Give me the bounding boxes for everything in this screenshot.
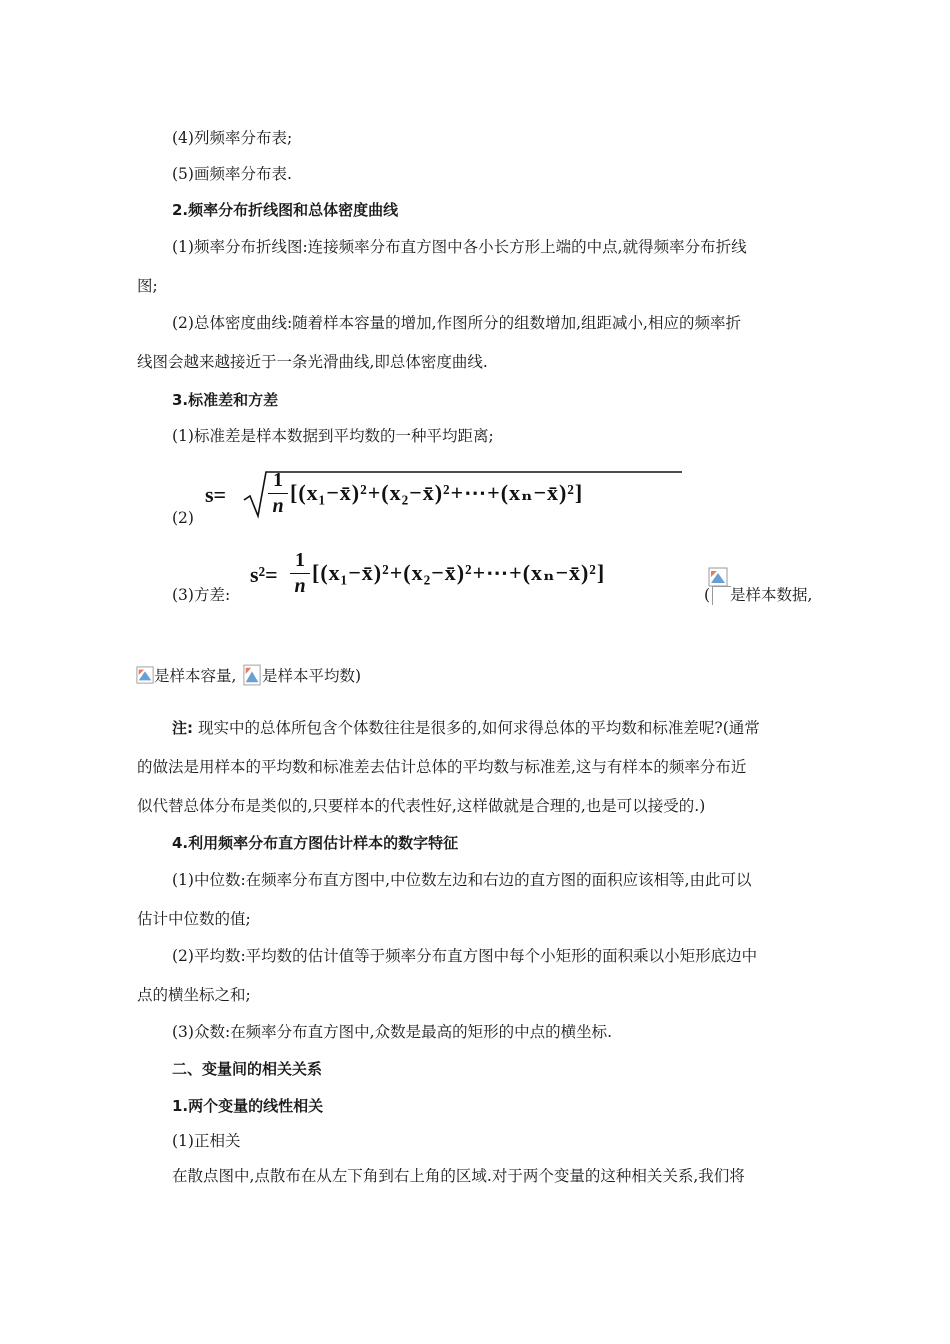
var-desc-3: 是样本平均数) <box>262 667 362 685</box>
paragraph-2a: (2)总体密度曲线:随着样本容量的增加,作图所分的组数增加,组距减小,相应的频率折 <box>172 314 741 332</box>
heading-2: 2.频率分布折线图和总体密度曲线 <box>172 201 399 219</box>
paren-open: ( <box>704 586 711 604</box>
mean-line-1: (2)平均数:平均数的估计值等于频率分布直方图中每个小矩形的面积乘以小矩形底边中 <box>172 947 758 965</box>
var-desc-1: 是样本数据, <box>730 586 813 604</box>
var-numerator: 1 <box>295 549 305 571</box>
formula-2-label: (2) <box>172 509 194 527</box>
positive-correlation: (1)正相关 <box>172 1132 241 1150</box>
paragraph-2b: 线图会越来越接近于一条光滑曲线,即总体密度曲线. <box>137 353 488 371</box>
heading-linear-correlation: 1.两个变量的线性相关 <box>172 1097 324 1115</box>
mean-line-2: 点的横坐标之和; <box>137 986 251 1004</box>
broken-image-icon <box>136 666 154 684</box>
heading-4: 4.利用频率分布直方图估计样本的数字特征 <box>172 834 459 852</box>
median-line-2: 估计中位数的值; <box>137 910 251 928</box>
paragraph-1b: 图; <box>137 277 158 295</box>
var-desc-2: 是样本容量, <box>154 667 237 685</box>
scatter-desc: 在散点图中,点散布在从左下角到右上角的区域.对于两个变量的这种相关关系,我们将 <box>172 1167 745 1185</box>
step-4: (4)列频率分布表; <box>172 129 293 147</box>
heading-3: 3.标准差和方差 <box>172 391 279 409</box>
sd-body: [(x₁−x̄)²+(x₂−x̄)²+⋯+(xₙ−x̄)²] <box>290 480 584 505</box>
formula-3-label: (3)方差: <box>172 586 231 604</box>
mode-line: (3)众数:在频率分布直方图中,众数是最高的矩形的中点的横坐标. <box>172 1023 613 1041</box>
broken-image-icon <box>708 567 728 587</box>
paragraph-3: (1)标准差是样本数据到平均数的一种平均距离; <box>172 427 494 445</box>
sd-numerator: 1 <box>273 469 283 491</box>
var-body: [(x₁−x̄)²+(x₂−x̄)²+⋯+(xₙ−x̄)²] <box>312 560 606 585</box>
heading-section-2: 二、变量间的相关关系 <box>172 1060 323 1078</box>
sd-denominator: n <box>272 495 284 517</box>
var-denominator: n <box>294 575 306 597</box>
broken-image-icon <box>243 664 261 686</box>
var-fraction-bar <box>290 573 310 574</box>
var-lhs: s²= <box>250 562 278 587</box>
sd-fraction-bar <box>268 493 288 494</box>
sd-lhs: s= <box>205 482 227 507</box>
note-line-2: 的做法是用样本的平均数和标准差去估计总体的平均数与标准差,这与有样本的频率分布近 <box>137 758 747 776</box>
paragraph-1a: (1)频率分布折线图:连接频率分布直方图中各小长方形上端的中点,就得频率分布折线 <box>172 238 747 256</box>
note-line-3: 似代替总体分布是类似的,只要样本的代表性好,这样做就是合理的,也是可以接受的.) <box>137 797 706 815</box>
median-line-1: (1)中位数:在频率分布直方图中,中位数左边和右边的直方图的面积应该相等,由此可以 <box>172 871 752 889</box>
step-5: (5)画频率分布表. <box>172 165 292 183</box>
image-frame <box>712 586 731 605</box>
note-label: 注: <box>172 719 193 737</box>
note-line-1: 现实中的总体所包含个体数往往是很多的,如何求得总体的平均数和标准差呢?(通常 <box>198 719 760 737</box>
